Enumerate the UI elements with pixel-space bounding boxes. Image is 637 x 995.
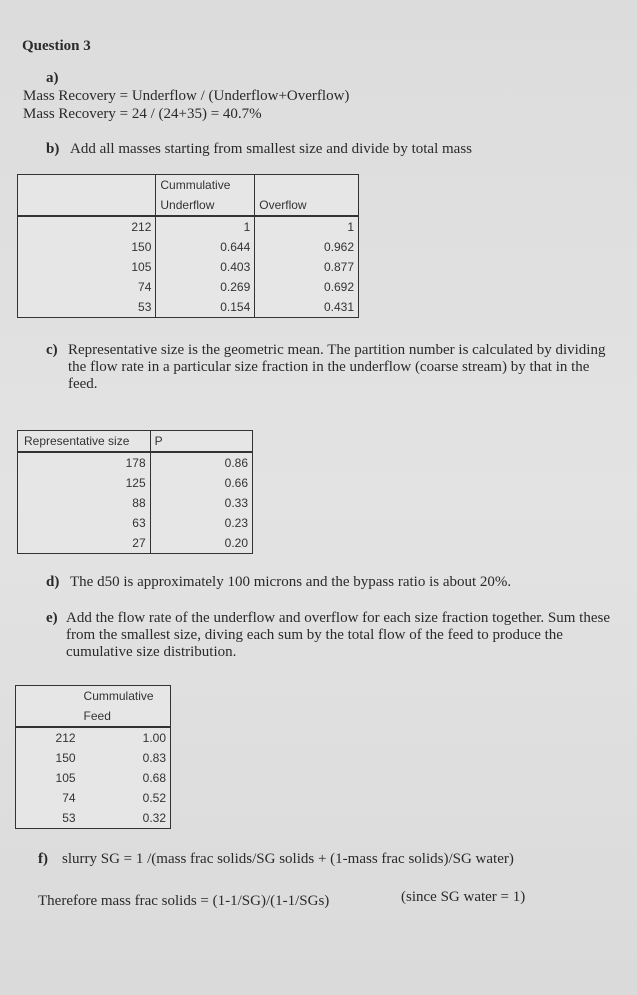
part-f-therefore: Therefore mass frac solids = (1-1/SG)/(1-1/SGs): [38, 893, 330, 909]
part-f-since: (since SG water = 1): [401, 889, 526, 905]
part-d-label: d): [46, 574, 60, 590]
table-row: 53 0.32: [62, 811, 166, 825]
part-d: [46, 574, 511, 591]
table-row: 212 1 1: [18, 216, 359, 237]
table-row: 27 0.20: [18, 533, 253, 554]
part-f: [38, 851, 514, 868]
table-row: 53 0.154 0.431: [18, 297, 359, 318]
cumulative-underflow-overflow-table: [17, 174, 359, 318]
part-a-line2: Mass Recovery = 24 / (24+35) = 40.7%: [23, 106, 262, 122]
part-b-text: Add all masses starting from smallest size and divide by total mass: [70, 141, 473, 157]
table-row: 125 0.66: [18, 473, 253, 493]
part-c-text: Representative size is the geometric mean. The partition number is calculated by dividing the flow rate in a particular size fraction in the underflow (coarse stream) by that in the feed.: [68, 342, 606, 392]
part-e-text: Add the flow rate of the underflow and overflow for each size fraction together. Sum these from the smallest size, diving each sum by the total flow of the feed to produce the cumulative size distribution.: [66, 610, 610, 660]
header-cummulative-feed: Cummulative: [83, 689, 154, 703]
part-e: [46, 610, 616, 661]
table-row: 105 0.68: [55, 771, 166, 785]
header-underflow: Underflow: [156, 195, 255, 216]
table-row: 105 0.403 0.877: [18, 257, 359, 277]
partition-number-table: [17, 430, 253, 554]
part-f-label: f): [38, 851, 48, 867]
header-representative-size: Representative size: [18, 431, 151, 453]
part-a-label: a): [46, 70, 59, 86]
part-f-text: slurry SG = 1 /(mass frac solids/SG solids + (1-mass frac solids)/SG water): [62, 851, 514, 867]
header-feed: Feed: [83, 709, 111, 723]
table-row: 212 1.00: [55, 731, 166, 745]
table-row: 178 0.86: [18, 452, 253, 473]
question-title: Question 3: [22, 38, 91, 54]
header-p: P: [154, 434, 163, 448]
header-overflow: Overflow: [259, 198, 307, 212]
table-row: 88 0.33: [18, 493, 253, 513]
part-c: [46, 342, 616, 393]
table-row: 63 0.23: [18, 513, 253, 533]
part-b: [46, 141, 472, 158]
header-cummulative: Cummulative: [156, 175, 255, 196]
part-e-label: e): [46, 610, 58, 626]
part-a-line1: Mass Recovery = Underflow / (Underflow+Overflow): [23, 88, 350, 104]
part-b-label: b): [46, 141, 60, 157]
cumulative-feed-table: [15, 685, 171, 829]
table-row: 74 0.269 0.692: [18, 277, 359, 297]
table-row: 150 0.644 0.962: [18, 237, 359, 257]
part-d-text: The d50 is approximately 100 microns and the bypass ratio is about 20%.: [70, 574, 512, 590]
part-c-label: c): [46, 342, 58, 358]
table-row: 74 0.52: [62, 791, 166, 805]
table-row: 150 0.83: [55, 751, 166, 765]
